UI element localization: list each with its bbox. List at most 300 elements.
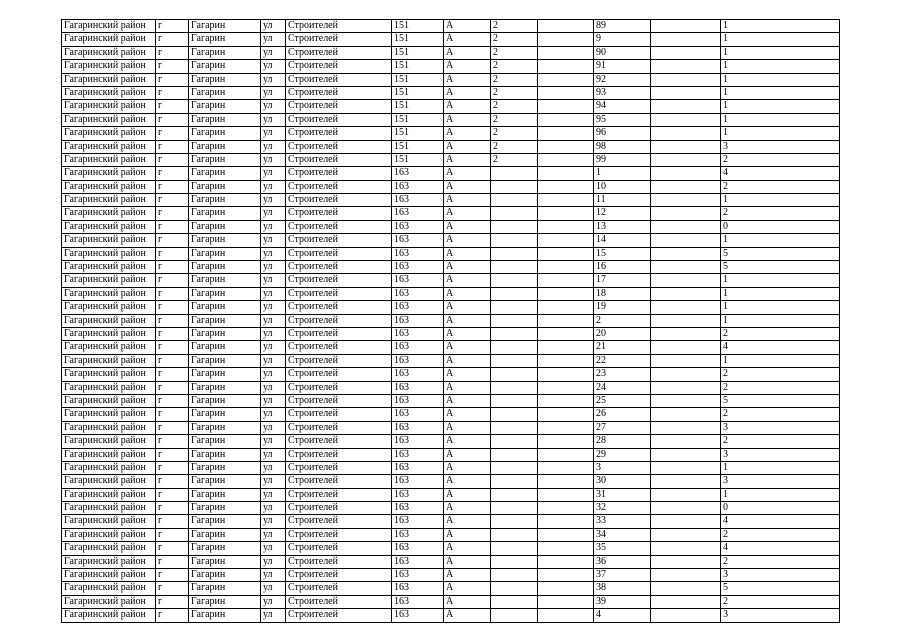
table-cell-house: 163 [392,180,444,193]
table-cell-street-type: ул [261,247,286,260]
table-row [62,555,840,568]
table-cell-settlement: Гагарин [189,86,261,99]
table-cell-street: Строителей [286,435,392,448]
table-cell-empty [651,354,721,367]
table-cell-street-type: ул [261,421,286,434]
table-cell-apartment: 91 [594,60,651,73]
table-cell-rooms: 1 [721,113,840,126]
table-cell-settlement: Гагарин [189,261,261,274]
table-cell-street-type: ул [261,194,286,207]
table-cell-settlement: Гагарин [189,113,261,126]
table-cell-building [491,180,538,193]
table-cell-apartment: 13 [594,220,651,233]
table-cell-empty [651,140,721,153]
table-cell-house: 151 [392,33,444,46]
table-cell-settlement: Гагарин [189,247,261,260]
table-cell-street-type: ул [261,167,286,180]
table-cell-rooms: 3 [721,609,840,622]
table-cell-apartment: 28 [594,435,651,448]
table-cell-street: Строителей [286,153,392,166]
table-cell-street-type: ул [261,502,286,515]
table-cell-empty [651,60,721,73]
table-cell-empty [651,475,721,488]
table-cell-street: Строителей [286,408,392,421]
table-cell-letter: А [444,408,491,421]
table-cell-extra [538,435,594,448]
table-cell-house: 163 [392,421,444,434]
table-cell-street-type: ул [261,140,286,153]
table-cell-letter: А [444,368,491,381]
table-cell-empty [651,394,721,407]
table-cell-street-type: ул [261,127,286,140]
table-cell-extra [538,274,594,287]
table-cell-letter: А [444,542,491,555]
table-cell-apartment: 12 [594,207,651,220]
table-cell-settlement-type: г [156,33,189,46]
table-cell-rooms: 1 [721,354,840,367]
table-cell-rooms: 1 [721,194,840,207]
table-cell-empty [651,153,721,166]
table-cell-rooms: 2 [721,435,840,448]
table-cell-extra [538,247,594,260]
table-cell-extra [538,341,594,354]
table-cell-extra [538,475,594,488]
table-cell-settlement-type: г [156,435,189,448]
table-cell-building [491,555,538,568]
table-cell-rooms: 1 [721,301,840,314]
table-cell-settlement: Гагарин [189,421,261,434]
table-cell-district: Гагаринский район [62,167,156,180]
table-cell-district: Гагаринский район [62,140,156,153]
table-cell-street-type: ул [261,381,286,394]
table-cell-building: 2 [491,60,538,73]
table-cell-letter: А [444,167,491,180]
table-row [62,542,840,555]
table-row [62,247,840,260]
table-cell-extra [538,220,594,233]
table-cell-letter: А [444,421,491,434]
table-cell-rooms: 2 [721,368,840,381]
table-cell-house: 151 [392,46,444,59]
table-row [62,153,840,166]
table-cell-extra [538,421,594,434]
table-cell-street-type: ул [261,435,286,448]
table-cell-district: Гагаринский район [62,435,156,448]
table-cell-apartment: 95 [594,113,651,126]
table-cell-house: 163 [392,341,444,354]
table-cell-building [491,475,538,488]
table-cell-house: 163 [392,582,444,595]
table-cell-district: Гагаринский район [62,515,156,528]
table-cell-settlement: Гагарин [189,502,261,515]
table-cell-district: Гагаринский район [62,113,156,126]
table-cell-building [491,341,538,354]
table-cell-district: Гагаринский район [62,542,156,555]
table-cell-rooms: 1 [721,461,840,474]
table-cell-letter: А [444,555,491,568]
table-cell-apartment: 15 [594,247,651,260]
table-cell-empty [651,609,721,622]
table-cell-extra [538,314,594,327]
table-cell-settlement-type: г [156,421,189,434]
table-row [62,20,840,33]
table-cell-house: 163 [392,368,444,381]
table-row [62,207,840,220]
table-cell-street-type: ул [261,394,286,407]
table-cell-house: 163 [392,555,444,568]
table-cell-street: Строителей [286,368,392,381]
table-cell-settlement-type: г [156,394,189,407]
table-cell-street: Строителей [286,194,392,207]
table-cell-apartment: 9 [594,33,651,46]
table-cell-settlement-type: г [156,341,189,354]
table-cell-letter: А [444,609,491,622]
table-cell-district: Гагаринский район [62,73,156,86]
table-cell-building [491,582,538,595]
table-cell-street-type: ул [261,220,286,233]
table-cell-house: 163 [392,207,444,220]
table-cell-settlement-type: г [156,502,189,515]
table-cell-settlement: Гагарин [189,569,261,582]
table-cell-settlement: Гагарин [189,488,261,501]
table-cell-extra [538,582,594,595]
table-row [62,381,840,394]
table-cell-extra [538,555,594,568]
table-cell-rooms: 5 [721,582,840,595]
table-cell-district: Гагаринский район [62,488,156,501]
table-row [62,167,840,180]
table-cell-street: Строителей [286,354,392,367]
table-cell-rooms: 1 [721,314,840,327]
table-cell-empty [651,381,721,394]
table-cell-district: Гагаринский район [62,461,156,474]
table-row [62,421,840,434]
table-cell-extra [538,408,594,421]
table-row [62,435,840,448]
table-cell-settlement: Гагарин [189,287,261,300]
table-cell-rooms: 2 [721,153,840,166]
table-cell-settlement: Гагарин [189,46,261,59]
table-row [62,354,840,367]
table-cell-street-type: ул [261,569,286,582]
table-cell-extra [538,569,594,582]
table-cell-settlement: Гагарин [189,167,261,180]
table-cell-letter: А [444,33,491,46]
table-cell-street-type: ул [261,60,286,73]
table-cell-settlement-type: г [156,46,189,59]
table-cell-rooms: 1 [721,100,840,113]
table-cell-settlement: Гагарин [189,153,261,166]
table-cell-building [491,595,538,608]
table-cell-settlement-type: г [156,60,189,73]
table-cell-street: Строителей [286,234,392,247]
table-cell-building: 2 [491,153,538,166]
table-cell-rooms: 1 [721,20,840,33]
table-cell-apartment: 1 [594,167,651,180]
table-cell-letter: А [444,153,491,166]
table-cell-extra [538,261,594,274]
table-cell-settlement: Гагарин [189,515,261,528]
table-cell-settlement-type: г [156,153,189,166]
table-cell-extra [538,46,594,59]
table-cell-street-type: ул [261,488,286,501]
table-cell-letter: А [444,180,491,193]
table-cell-settlement-type: г [156,542,189,555]
table-cell-empty [651,595,721,608]
table-row [62,448,840,461]
table-cell-settlement-type: г [156,314,189,327]
table-cell-street: Строителей [286,140,392,153]
table-cell-building [491,287,538,300]
table-cell-district: Гагаринский район [62,261,156,274]
table-cell-settlement-type: г [156,274,189,287]
table-cell-building [491,274,538,287]
table-cell-district: Гагаринский район [62,86,156,99]
table-cell-district: Гагаринский район [62,408,156,421]
table-cell-settlement: Гагарин [189,394,261,407]
table-cell-street: Строителей [286,100,392,113]
table-cell-apartment: 34 [594,528,651,541]
table-cell-extra [538,33,594,46]
table-cell-district: Гагаринский район [62,207,156,220]
table-cell-settlement: Гагарин [189,528,261,541]
table-cell-empty [651,301,721,314]
table-cell-building [491,542,538,555]
table-cell-settlement: Гагарин [189,448,261,461]
table-cell-settlement-type: г [156,180,189,193]
table-cell-apartment: 94 [594,100,651,113]
table-cell-street-type: ул [261,475,286,488]
table-cell-house: 163 [392,528,444,541]
table-cell-street: Строителей [286,60,392,73]
table-row [62,408,840,421]
table-cell-street: Строителей [286,113,392,126]
table-cell-district: Гагаринский район [62,582,156,595]
table-cell-district: Гагаринский район [62,354,156,367]
table-cell-house: 163 [392,220,444,233]
table-cell-settlement-type: г [156,582,189,595]
table-row [62,33,840,46]
table-cell-settlement: Гагарин [189,555,261,568]
table-cell-street: Строителей [286,327,392,340]
table-cell-settlement-type: г [156,127,189,140]
table-row [62,86,840,99]
table-cell-district: Гагаринский район [62,100,156,113]
table-cell-empty [651,461,721,474]
table-cell-rooms: 1 [721,46,840,59]
table-cell-extra [538,488,594,501]
table-cell-house: 163 [392,609,444,622]
table-cell-settlement-type: г [156,488,189,501]
table-cell-district: Гагаринский район [62,127,156,140]
table-cell-building [491,381,538,394]
table-cell-empty [651,127,721,140]
table-cell-apartment: 39 [594,595,651,608]
table-cell-rooms: 2 [721,528,840,541]
table-cell-letter: А [444,301,491,314]
table-cell-house: 151 [392,73,444,86]
table-cell-street: Строителей [286,555,392,568]
table-cell-settlement-type: г [156,528,189,541]
table-cell-settlement: Гагарин [189,609,261,622]
table-cell-letter: А [444,381,491,394]
table-cell-street: Строителей [286,502,392,515]
table-cell-letter: А [444,569,491,582]
table-cell-district: Гагаринский район [62,394,156,407]
table-cell-house: 163 [392,394,444,407]
table-row [62,287,840,300]
table-cell-house: 151 [392,127,444,140]
table-cell-street: Строителей [286,595,392,608]
table-cell-street-type: ул [261,408,286,421]
table-cell-empty [651,341,721,354]
table-cell-district: Гагаринский район [62,194,156,207]
table-cell-street-type: ул [261,461,286,474]
table-cell-street: Строителей [286,542,392,555]
table-cell-building [491,569,538,582]
table-cell-settlement: Гагарин [189,341,261,354]
table-cell-street-type: ул [261,73,286,86]
table-cell-street-type: ул [261,341,286,354]
table-cell-district: Гагаринский район [62,314,156,327]
table-cell-street-type: ул [261,354,286,367]
table-cell-district: Гагаринский район [62,247,156,260]
table-cell-apartment: 27 [594,421,651,434]
table-cell-street-type: ул [261,595,286,608]
table-cell-house: 163 [392,314,444,327]
table-cell-settlement-type: г [156,609,189,622]
table-cell-empty [651,20,721,33]
table-cell-letter: А [444,73,491,86]
table-cell-house: 151 [392,86,444,99]
table-cell-building: 2 [491,46,538,59]
table-cell-rooms: 1 [721,86,840,99]
table-cell-rooms: 3 [721,569,840,582]
table-cell-rooms: 2 [721,207,840,220]
table-cell-empty [651,247,721,260]
table-cell-empty [651,261,721,274]
table-cell-building [491,194,538,207]
table-row [62,100,840,113]
table-cell-street: Строителей [286,301,392,314]
table-cell-letter: А [444,60,491,73]
table-cell-street: Строителей [286,528,392,541]
table-cell-rooms: 3 [721,421,840,434]
table-cell-district: Гагаринский район [62,421,156,434]
table-cell-letter: А [444,261,491,274]
table-cell-empty [651,515,721,528]
table-cell-settlement: Гагарин [189,127,261,140]
table-cell-building [491,167,538,180]
table-cell-letter: А [444,20,491,33]
table-cell-settlement-type: г [156,555,189,568]
table-cell-building [491,502,538,515]
table-row [62,314,840,327]
table-cell-extra [538,381,594,394]
table-row [62,60,840,73]
table-cell-street: Строителей [286,86,392,99]
table-cell-apartment: 98 [594,140,651,153]
table-cell-street-type: ул [261,368,286,381]
table-cell-empty [651,368,721,381]
table-cell-extra [538,502,594,515]
table-cell-apartment: 22 [594,354,651,367]
table-cell-settlement: Гагарин [189,435,261,448]
table-cell-rooms: 1 [721,234,840,247]
table-cell-extra [538,86,594,99]
table-row [62,528,840,541]
table-cell-apartment: 2 [594,314,651,327]
table-cell-street: Строителей [286,127,392,140]
table-cell-settlement-type: г [156,327,189,340]
table-cell-letter: А [444,582,491,595]
table-cell-letter: А [444,140,491,153]
table-cell-extra [538,194,594,207]
table-cell-district: Гагаринский район [62,528,156,541]
table-cell-empty [651,180,721,193]
table-cell-settlement: Гагарин [189,461,261,474]
table-cell-extra [538,167,594,180]
table-cell-settlement: Гагарин [189,220,261,233]
table-cell-settlement: Гагарин [189,327,261,340]
table-cell-street-type: ул [261,46,286,59]
table-cell-settlement: Гагарин [189,194,261,207]
table-cell-street-type: ул [261,582,286,595]
table-cell-building [491,408,538,421]
table-cell-settlement: Гагарин [189,274,261,287]
table-cell-house: 163 [392,274,444,287]
table-cell-building [491,609,538,622]
table-cell-empty [651,194,721,207]
table-cell-settlement: Гагарин [189,100,261,113]
table-cell-settlement: Гагарин [189,234,261,247]
table-row [62,127,840,140]
table-cell-street-type: ул [261,287,286,300]
table-cell-apartment: 25 [594,394,651,407]
table-cell-rooms: 4 [721,167,840,180]
table-cell-building [491,327,538,340]
table-cell-settlement-type: г [156,140,189,153]
table-cell-rooms: 3 [721,448,840,461]
table-cell-settlement-type: г [156,381,189,394]
table-row [62,341,840,354]
table-cell-apartment: 10 [594,180,651,193]
table-cell-street: Строителей [286,287,392,300]
table-cell-extra [538,180,594,193]
table-cell-building [491,220,538,233]
table-cell-house: 163 [392,287,444,300]
table-cell-letter: А [444,314,491,327]
table-cell-rooms: 4 [721,515,840,528]
table-cell-settlement-type: г [156,368,189,381]
table-cell-building [491,354,538,367]
table-cell-settlement-type: г [156,515,189,528]
table-cell-letter: А [444,220,491,233]
table-cell-settlement: Гагарин [189,475,261,488]
table-cell-building: 2 [491,73,538,86]
table-cell-district: Гагаринский район [62,569,156,582]
table-cell-rooms: 1 [721,60,840,73]
table-cell-extra [538,595,594,608]
table-cell-settlement: Гагарин [189,354,261,367]
table-cell-district: Гагаринский район [62,60,156,73]
table-cell-house: 163 [392,194,444,207]
table-row [62,73,840,86]
table-cell-empty [651,488,721,501]
table-row [62,113,840,126]
table-cell-settlement-type: г [156,595,189,608]
table-cell-letter: А [444,448,491,461]
